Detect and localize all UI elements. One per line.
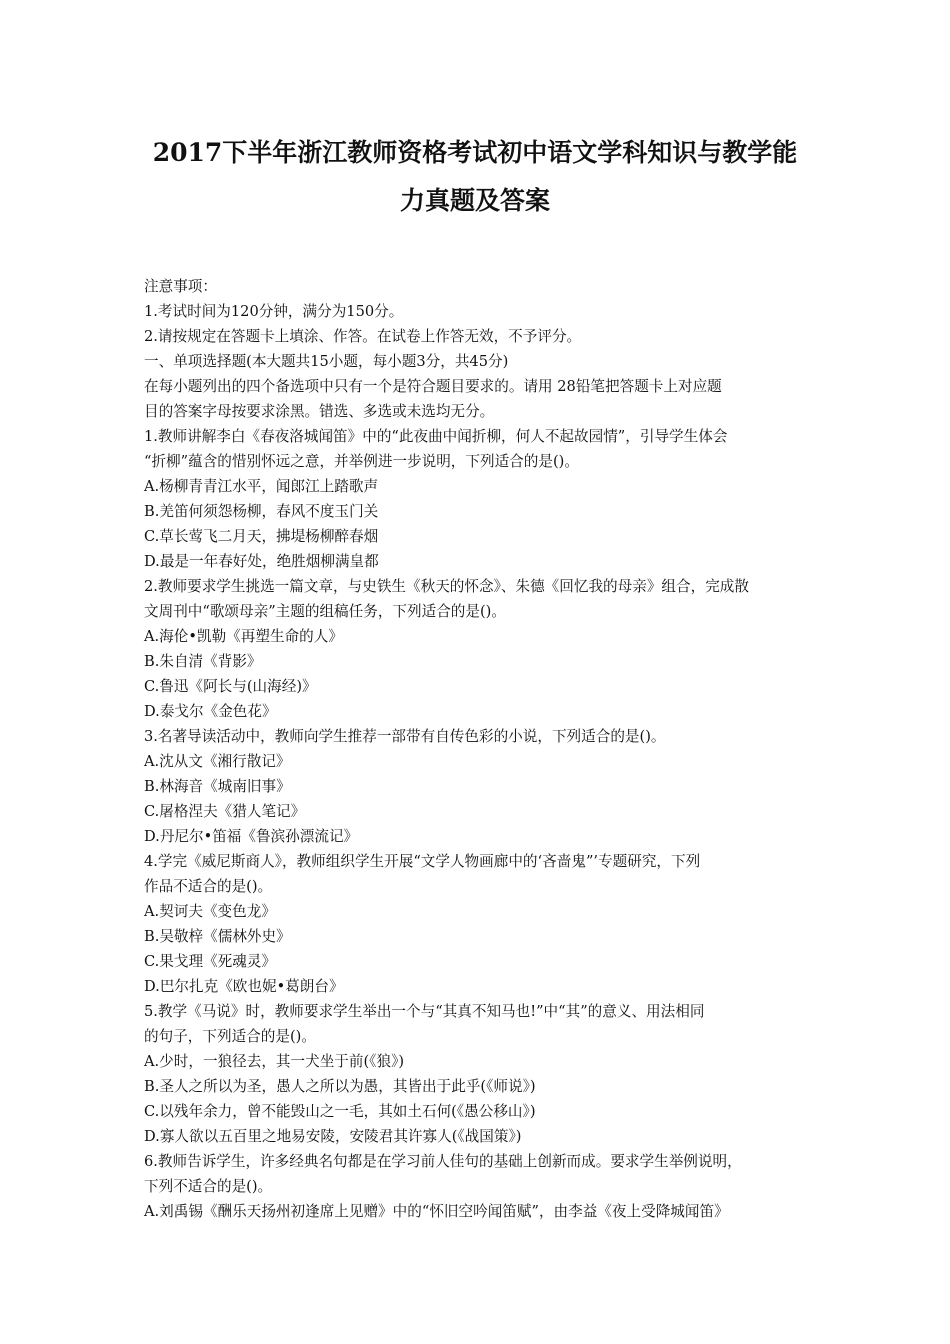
document-body xyxy=(144,274,814,1224)
question-4-option-d: D.巴尔扎克《欧也妮•葛朗台》 xyxy=(144,978,344,995)
question-2-stem: 2.教师要求学生挑选一篇文章，与史铁生《秋天的怀念》、朱德《回忆我的母亲》组合，完成散 xyxy=(144,578,749,595)
question-2-option-a: A.海伦•凯勒《再塑生命的人》 xyxy=(144,628,343,645)
question-2-option-d: D.泰戈尔《金色花》 xyxy=(144,703,277,720)
section-instructions: 目的答案字母按要求涂黑。错选、多选或未选均无分。 xyxy=(144,403,495,420)
question-3-option-d: D.丹尼尔•笛福《鲁滨孙漂流记》 xyxy=(144,828,359,845)
question-4-option-a: A.契诃夫《变色龙》 xyxy=(144,903,276,920)
question-3-option-c: C.屠格涅夫《猎人笔记》 xyxy=(144,803,306,820)
question-1-option-b: B.羌笛何须怨杨柳，春风不度玉门关 xyxy=(144,503,379,520)
notice-item: 1.考试时间为120分钟，满分为150分。 xyxy=(144,303,404,320)
question-1-option-a: A.杨柳青青江水平，闻郎江上踏歌声 xyxy=(144,478,379,495)
question-6-stem: 6.教师告诉学生，许多经典名句都是在学习前人佳句的基础上创新而成。要求学生举例说明， xyxy=(144,1153,742,1170)
section-instructions: 在每小题列出的四个备选项中只有一个是符合题目要求的。请用 28铅笔把答题卡上对应题 xyxy=(144,378,722,395)
question-6-stem: 下列不适合的是()。 xyxy=(144,1178,273,1195)
notice-item: 2.请按规定在答题卡上填涂、作答。在试卷上作答无效，不予评分。 xyxy=(144,328,582,345)
document-title-line-2: 力真题及答案 xyxy=(399,186,550,215)
question-5-option-a: A.少时，一狼径去，其一犬坐于前(《狼》) xyxy=(144,1053,405,1070)
question-5-option-d: D.寡人欲以五百里之地易安陵，安陵君其许寡人(《战国策》) xyxy=(144,1128,522,1145)
question-1-option-c: C.草长莺飞二月天，拂堤杨柳醉春烟 xyxy=(144,528,379,545)
question-4-option-c: C.果戈理《死魂灵》 xyxy=(144,953,277,970)
question-4-stem: 4.学完《威尼斯商人》，教师组织学生开展“文学人物画廊中的‘吝啬鬼”’专题研究，下列 xyxy=(144,853,701,870)
question-2-option-b: B.朱自清《背影》 xyxy=(144,653,262,670)
question-1-option-d: D.最是一年春好处，绝胜烟柳满皇都 xyxy=(144,553,379,570)
question-3-stem: 3.名著导读活动中，教师向学生推荐一部带有自传色彩的小说，下列适合的是()。 xyxy=(144,728,666,745)
notice-heading: 注意事项： xyxy=(144,278,217,295)
question-5-option-b: B.圣人之所以为圣，愚人之所以为愚，其皆出于此乎(《师说》) xyxy=(144,1078,536,1095)
question-3-option-a: A.沈从文《湘行散记》 xyxy=(144,753,291,770)
section-heading: 一、单项选择题(本大题共15小题，每小题3分，共45分) xyxy=(144,353,509,370)
question-2-option-c: C.鲁迅《阿长与(山海经)》 xyxy=(144,678,317,695)
question-5-option-c: C.以残年余力，曾不能毁山之一毛，其如土石何(《愚公移山》) xyxy=(144,1103,536,1120)
question-4-option-b: B.吴敬梓《儒林外史》 xyxy=(144,928,291,945)
question-6-option-a: A.刘禹锡《酬乐天扬州初逢席上见赠》中的“怀旧空吟闻笛赋”，由李益《夜上受降城闻笛》 xyxy=(144,1203,729,1220)
question-1-stem: “折柳”蕴含的惜别怀远之意，并举例进一步说明，下列适合的是()。 xyxy=(144,453,579,470)
question-4-stem: 作品不适合的是()。 xyxy=(144,878,273,895)
question-2-stem: 文周刊中“歌颂母亲”主题的组稿任务，下列适合的是()。 xyxy=(144,603,506,620)
question-5-stem: 的句子，下列适合的是()。 xyxy=(144,1028,316,1045)
document-title-line-1: 2017下半年浙江教师资格考试初中语文学科知识与教学能 xyxy=(152,138,798,167)
question-3-option-b: B.林海音《城南旧事》 xyxy=(144,778,291,795)
question-1-stem: 1.教师讲解李白《春夜洛城闻笛》中的“此夜曲中闻折柳，何人不起故园情”，引导学生体会 xyxy=(144,428,728,445)
question-5-stem: 5.教学《马说》时，教师要求学生举出一个与“其真不知马也!”中“其”的意义、用法相同 xyxy=(144,1003,705,1020)
